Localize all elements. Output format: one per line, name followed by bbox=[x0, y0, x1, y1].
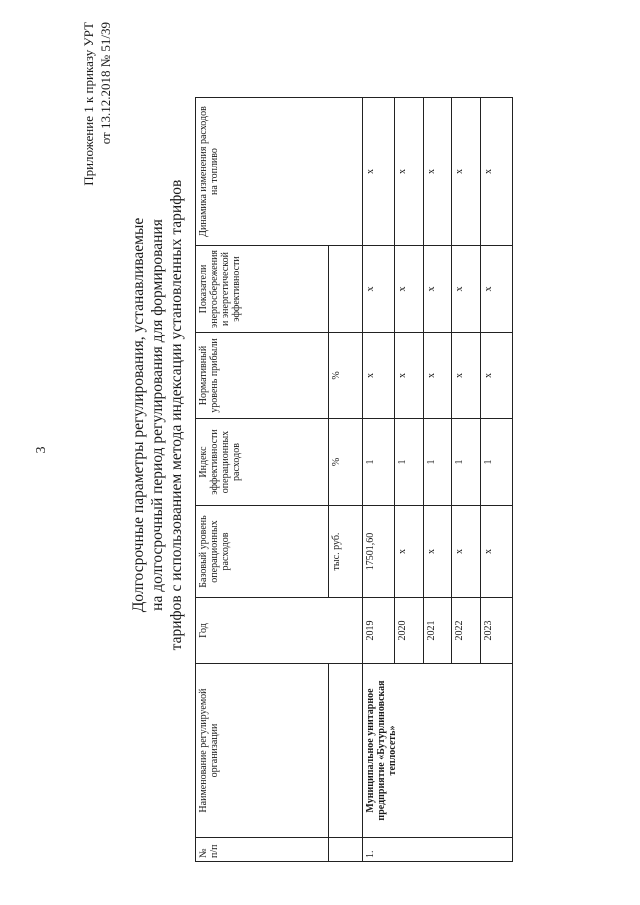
cell-year: 2022 bbox=[452, 598, 481, 664]
document-title bbox=[129, 155, 186, 675]
cell-fuel: x bbox=[423, 98, 452, 246]
cell-energy: x bbox=[452, 246, 481, 333]
cell-energy: x bbox=[480, 246, 512, 333]
header-energy: Показатели энергосбережения и энергетической эффективности bbox=[196, 246, 329, 333]
cell-fuel: x bbox=[395, 98, 424, 246]
cell-fuel: x bbox=[480, 98, 512, 246]
row-number: 1. bbox=[363, 838, 513, 862]
unit-base: тыс. руб. bbox=[328, 506, 362, 598]
units-energy-empty bbox=[328, 246, 362, 333]
header-index: Индекс эффективности операционных расходов bbox=[196, 419, 329, 506]
units-num-empty bbox=[328, 838, 362, 862]
cell-energy: x bbox=[395, 246, 424, 333]
annex-line-2: от 13.12.2018 № 51/39 bbox=[98, 22, 113, 145]
units-org-empty bbox=[328, 664, 362, 838]
header-row bbox=[196, 98, 329, 862]
cell-base: 17501,60 bbox=[363, 506, 395, 598]
annex-line-1: Приложение 1 к приказу УРТ bbox=[81, 22, 96, 186]
cell-base: x bbox=[452, 506, 481, 598]
header-org: Наименование регулируемой организации bbox=[196, 664, 329, 838]
cell-energy: x bbox=[423, 246, 452, 333]
cell-profit: x bbox=[452, 333, 481, 419]
unit-profit: % bbox=[328, 333, 362, 419]
cell-profit: x bbox=[480, 333, 512, 419]
title-line-3: тарифов с использованием метода индексации установленных тарифов bbox=[168, 179, 185, 651]
cell-year: 2019 bbox=[363, 598, 395, 664]
annex-note bbox=[80, 22, 114, 186]
cell-profit: x bbox=[423, 333, 452, 419]
cell-index: 1 bbox=[452, 419, 481, 506]
cell-year: 2023 bbox=[480, 598, 512, 664]
cell-fuel: x bbox=[452, 98, 481, 246]
parameters-table bbox=[195, 97, 513, 862]
cell-profit: x bbox=[363, 333, 395, 419]
cell-base: x bbox=[395, 506, 424, 598]
cell-index: 1 bbox=[480, 419, 512, 506]
cell-year: 2020 bbox=[395, 598, 424, 664]
organization-name: Муниципальное унитарное предприятие «Бутурлиновская теплосеть» bbox=[363, 664, 513, 838]
cell-index: 1 bbox=[395, 419, 424, 506]
cell-index: 1 bbox=[363, 419, 395, 506]
header-profit: Нормативный уровень прибыли bbox=[196, 333, 329, 419]
cell-year: 2021 bbox=[423, 598, 452, 664]
cell-fuel: x bbox=[363, 98, 395, 246]
header-year: Год bbox=[196, 598, 363, 664]
title-line-2: на долгосрочный период регулирования для формирования bbox=[149, 219, 166, 611]
cell-index: 1 bbox=[423, 419, 452, 506]
header-fuel: Динамика изменения расходов на топливо bbox=[196, 98, 363, 246]
page-number: 3 bbox=[34, 446, 49, 454]
cell-base: x bbox=[480, 506, 512, 598]
header-num: № п/п bbox=[196, 838, 329, 862]
title-line-1: Долгосрочные параметры регулирования, устанавливаемые bbox=[130, 217, 147, 613]
header-base: Базовый уровень операционных расходов bbox=[196, 506, 329, 598]
cell-energy: x bbox=[363, 246, 395, 333]
table-row bbox=[363, 98, 395, 862]
unit-index: % bbox=[328, 419, 362, 506]
cell-base: x bbox=[423, 506, 452, 598]
cell-profit: x bbox=[395, 333, 424, 419]
